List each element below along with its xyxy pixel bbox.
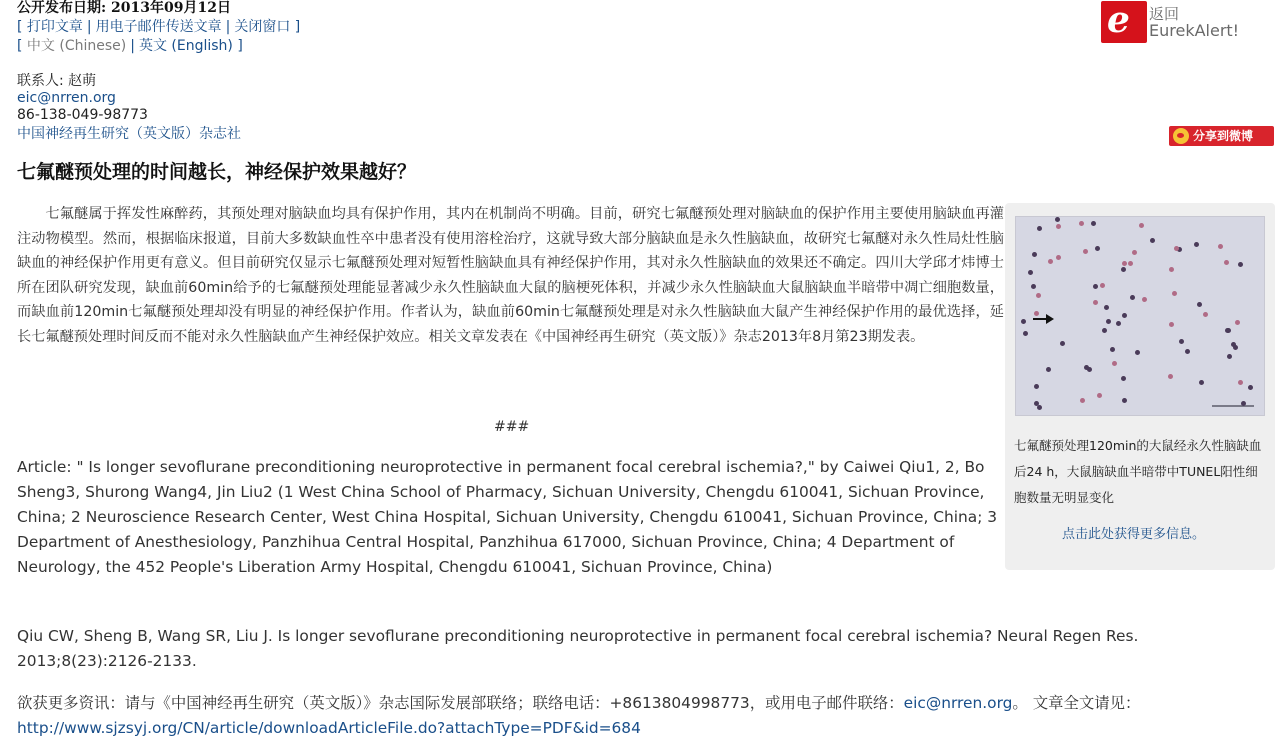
contact-email-link[interactable]: eic@nrren.org	[17, 90, 116, 106]
cell-dot	[1122, 313, 1127, 318]
scale-bar	[1212, 405, 1254, 407]
fulltext-url-link[interactable]: http://www.sjzsyj.org/CN/article/downloadArticleFile.do?attachType=PDF&id=684	[17, 719, 641, 737]
cell-dot	[1056, 224, 1061, 229]
cell-dot	[1203, 312, 1208, 317]
cell-dot	[1037, 226, 1042, 231]
share-label: 分享到微博	[1193, 129, 1254, 143]
cell-dot	[1031, 284, 1036, 289]
cell-dot	[1169, 322, 1174, 327]
image-caption: 七氟醚预处理120min的大鼠经永久性脑缺血后24 h，大鼠脑缺血半暗带中TUNEL阳性细胞数量无明显变化	[1014, 438, 1262, 505]
cell-dot	[1238, 380, 1243, 385]
cell-dot	[1110, 347, 1115, 352]
cell-dot	[1135, 350, 1140, 355]
cell-dot	[1122, 261, 1127, 266]
more-info-text: 欲获更多资讯：请与《中国神经再生研究（英文版）》杂志国际发展部联络；联络电话：+8613804998773，或用电子邮件联络：	[17, 694, 904, 712]
cell-dot	[1097, 393, 1102, 398]
cell-dot	[1093, 300, 1098, 305]
cell-dot	[1116, 321, 1121, 326]
cell-dot	[1235, 320, 1240, 325]
cell-dot	[1139, 223, 1144, 228]
cell-dot	[1168, 374, 1173, 379]
cell-dot	[1036, 293, 1041, 298]
more-info-fulltext-label: 。 文章全文请见：	[1012, 694, 1141, 712]
cell-dot	[1172, 291, 1177, 296]
publish-date: 公开发布日期: 2013年09月12日	[17, 0, 231, 16]
cell-dot	[1142, 297, 1147, 302]
cell-dot	[1122, 398, 1127, 403]
cell-dot	[1185, 349, 1190, 354]
cell-dot	[1106, 319, 1111, 324]
cell-dot	[1241, 401, 1246, 406]
cell-dot	[1132, 250, 1137, 255]
cell-dot	[1227, 354, 1232, 359]
cell-dot	[1169, 267, 1174, 272]
language-switcher: [ 中文 (Chinese) | 英文 (English) ]	[17, 38, 243, 54]
cell-dot	[1023, 331, 1028, 336]
cell-dot	[1100, 283, 1105, 288]
cell-dot	[1048, 259, 1053, 264]
contact-phone: 86-138-049-98773	[17, 107, 148, 123]
cell-dot	[1055, 217, 1060, 222]
cell-dot	[1095, 246, 1100, 251]
cell-dot	[1091, 221, 1096, 226]
eurekalert-brand: EurekAlert!	[1149, 21, 1240, 40]
print-article-link[interactable]: 打印文章	[26, 19, 83, 35]
cell-dot	[1179, 339, 1184, 344]
cell-dot	[1225, 328, 1230, 333]
cell-dot	[1128, 261, 1133, 266]
more-info-sidebar-link[interactable]: 点击此处获得更多信息。	[1062, 527, 1206, 542]
article-actions: [ 打印文章 | 用电子邮件传送文章 | 关闭窗口 ]	[17, 19, 301, 35]
contact-person: 联系人: 赵萌	[17, 73, 97, 89]
article-body: 七氟醚属于挥发性麻醉药，其预处理对脑缺血均具有保护作用，其内在机制尚不明确。目前，研究七氟醚预处理对脑缺血的保护作用主要使用脑缺血再灌注动物模型。然而，根据临床报道，目前大多数缺血性卒中患者没有使用溶栓治疗，这就导致大部分脑缺血是永久性脑缺血，故研究七氟醚对永久性局灶性脑缺血的神经保护作用更有意义。但目前研究仅显示七氟醚预处理对短暂性脑缺血具有神经保护作用，其对永久性脑缺血的效果还不确定。四川大学邱才炜博士所在团队研究发现，缺血前60min给予的七氟醚预处理能显著减少永久性脑缺血大鼠的脑梗死体积，并减少永久性脑缺血大鼠脑缺血半暗带中凋亡细胞数量，而缺血前120min七氟醚预处理却没有明显的神经保护作用。作者认为，缺血前60min七氟醚预处理是对永久性脑缺血大鼠产生神经保护作用的最优选择，延长七氟醚预处理时间反而不能对永久性脑缺血产生神经保护效应。相关文章发表在《中国神经再生研究（英文版）》杂志2013年8月第23期发表。	[17, 206, 1004, 345]
share-to-weibo-button[interactable]	[1169, 126, 1274, 146]
section-separator: ###	[494, 419, 530, 435]
cell-dot	[1034, 384, 1039, 389]
cell-dot	[1060, 341, 1065, 346]
article-title: 七氟醚预处理的时间越长，神经保护效果越好？	[17, 161, 417, 183]
cell-dot	[1021, 319, 1026, 324]
cell-dot	[1037, 405, 1042, 410]
cell-dot	[1112, 361, 1117, 366]
cell-dot	[1199, 380, 1204, 385]
cell-dot	[1034, 311, 1039, 316]
weibo-icon	[1173, 128, 1189, 144]
cell-dot	[1083, 249, 1088, 254]
cell-dot	[1248, 385, 1253, 390]
cell-dot	[1087, 367, 1092, 372]
cell-dot	[1093, 284, 1098, 289]
back-label: 返回	[1149, 5, 1180, 23]
cell-dot	[1224, 260, 1229, 265]
cell-dot	[1194, 242, 1199, 247]
contact-org-link[interactable]: 中国神经再生研究（英文版）杂志社	[17, 126, 241, 142]
cell-dot	[1028, 270, 1033, 275]
cell-dot	[1197, 302, 1202, 307]
cell-dot	[1150, 238, 1155, 243]
cell-dot	[1121, 376, 1126, 381]
close-window-link[interactable]: 关闭窗口	[234, 19, 291, 35]
cell-dot	[1056, 255, 1061, 260]
language-chinese-link[interactable]: 中文 (Chinese)	[26, 38, 127, 54]
cell-dot	[1079, 221, 1084, 226]
tunel-micrograph-image[interactable]	[1015, 216, 1265, 416]
cell-dot	[1233, 345, 1238, 350]
eurekalert-e-icon: e	[1101, 1, 1147, 43]
cell-dot	[1080, 398, 1085, 403]
cell-dot	[1102, 328, 1107, 333]
cell-dot	[1032, 252, 1037, 257]
eurekalert-back-logo[interactable]	[1101, 1, 1251, 45]
cell-dot	[1046, 367, 1051, 372]
cell-dot	[1130, 295, 1135, 300]
article-reference: Article: " Is longer sevoflurane preconditioning neuroprotective in permanent focal cerebral ischemia?," by Caiwei Qiu1, 2, Bo Sheng3, Shurong Wang4, Jin Liu2 (1 West China School of Pharmacy, Sichuan University, Chengdu 610041, Sichuan Province, China; 2 Neuroscience Research Center, West China Hospital, Sichuan University, Chengdu 610041, Sichuan Province, China; 3 Department of Anesthesiology, Panzhihua Central Hospital, Panzhihua 617000, Sichuan Province, China; 4 Department of Neurology, the 452 People's Liberation Army Hospital, Chengdu 610041, Sichuan Province, China)	[17, 458, 998, 576]
cell-dot	[1218, 244, 1223, 249]
language-english-link[interactable]: 英文 (English)	[138, 38, 233, 54]
cell-dot	[1238, 262, 1243, 267]
more-info	[17, 691, 1283, 741]
email-article-link[interactable]: 用电子邮件传送文章	[95, 19, 222, 35]
cell-dot	[1121, 267, 1126, 272]
image-sidebar	[1005, 203, 1275, 570]
cell-dot	[1174, 246, 1179, 251]
cell-dot	[1104, 305, 1109, 310]
article-citation: Qiu CW, Sheng B, Wang SR, Liu J. Is longer sevoflurane preconditioning neuroprotective in permanent focal cerebral ischemia? Neural Regen Res. 2013;8(23):2126-2133.	[17, 627, 1139, 670]
more-info-email-link[interactable]: eic@nrren.org	[903, 694, 1013, 712]
cell-dot	[1034, 401, 1039, 406]
